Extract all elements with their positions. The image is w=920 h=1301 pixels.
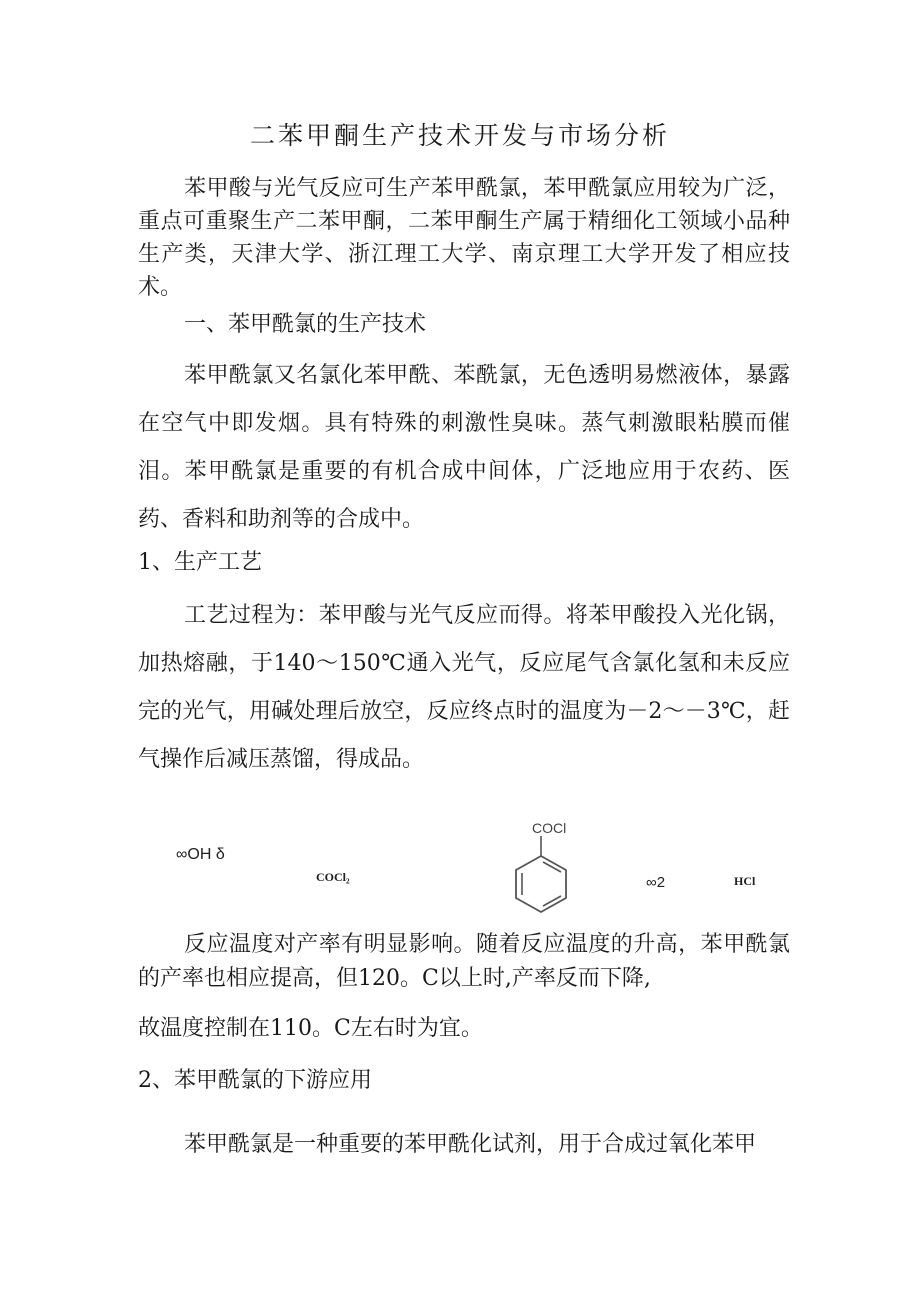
intro-paragraph: 苯甲酸与光气反应可生产苯甲酰氯，苯甲酰氯应用较为广泛，重点可重聚生产二苯甲酮，二苯甲酮生产属于精细化工领域小品种生产类，天津大学、浙江理工大学、南京理工大学开发了相应技术。 [138, 176, 790, 300]
temperature-paragraph: 反应温度对产率有明显影响。随着反应温度的升高，苯甲酰氯的产率也相应提高，但120。C以上时,产率反而下降, [138, 932, 790, 991]
process-paragraph: 工艺过程为：苯甲酸与光气反应而得。将苯甲酸投入光化锅，加热熔融，于140～150℃通入光气，反应尾气含氯化氢和未反应完的光气，用碱处理后放空，反应终点时的温度为－2～－3℃，赶气操作后减压蒸馏，得成品。 [138, 603, 790, 772]
hcl-label: HCl [734, 874, 756, 888]
temperature-paragraph-continued: 故温度控制在110。C左右时为宜。 [138, 1016, 483, 1041]
reactant-label: ∞OH δ [176, 846, 225, 863]
subsection-2-heading: 2、苯甲酰氯的下游应用 [138, 1068, 372, 1093]
section-1-heading: 一、苯甲酰氯的生产技术 [184, 312, 427, 337]
subsection-1-heading: 1、生产工艺 [138, 550, 262, 575]
section-1-paragraph: 苯甲酰氯又名氯化苯甲酰、苯酰氯，无色透明易燃液体，暴露在空气中即发烟。具有特殊的刺激性臭味。蒸气刺激眼粘膜而催泪。苯甲酰氯是重要的有机合成中间体，广泛地应用于农药、医药、香料和助剂等的合成中。 [138, 363, 790, 532]
downstream-paragraph: 苯甲酰氯是一种重要的苯甲酰化试剂，用于合成过氧化苯甲 [184, 1132, 757, 1157]
product-group-label: COCl [532, 820, 567, 836]
byproduct-label: ∞2 [646, 874, 666, 891]
reagent-label: COCl₂ [316, 870, 350, 884]
document-title: 二苯甲酮生产技术开发与市场分析 [249, 121, 670, 150]
benzene-ring-icon [506, 832, 576, 916]
